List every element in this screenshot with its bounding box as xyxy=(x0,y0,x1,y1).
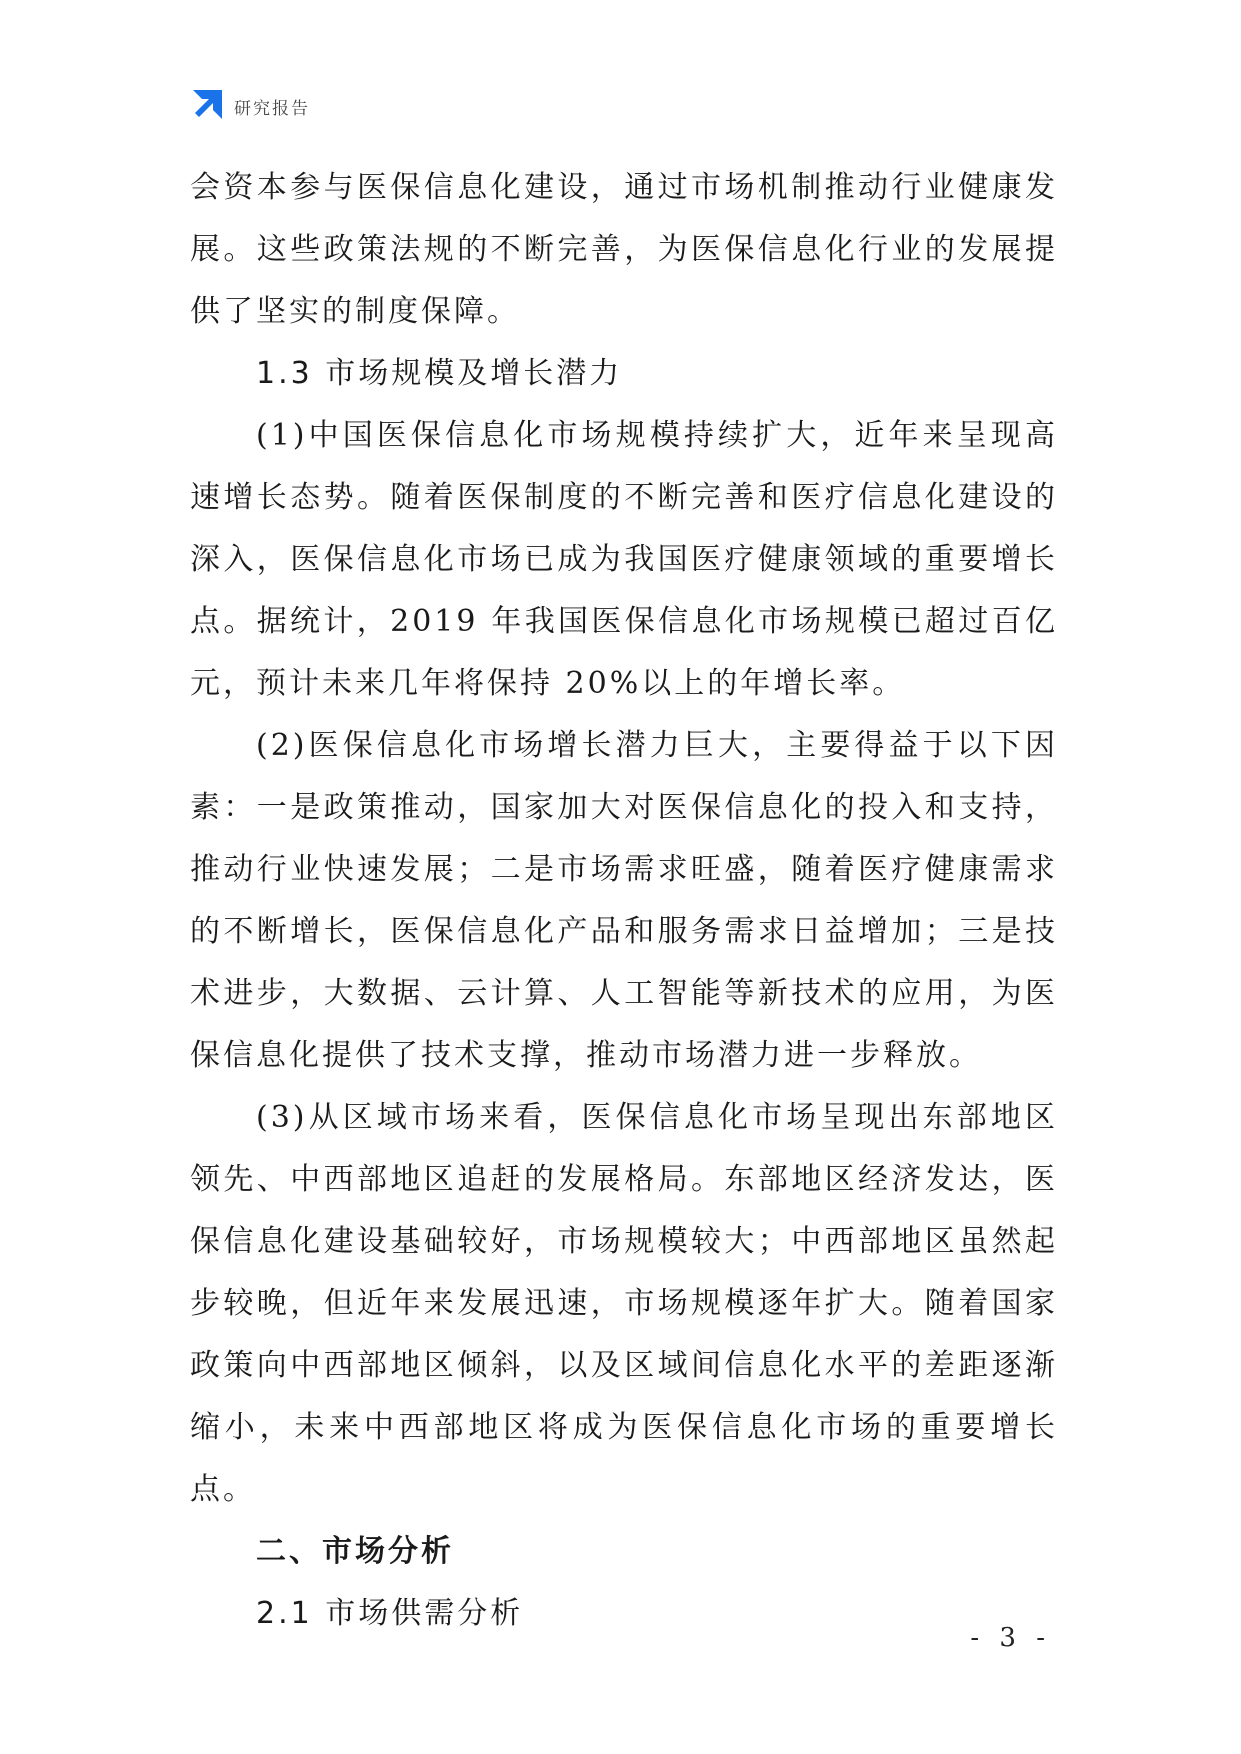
paragraph-growth-potential: (2)医保信息化市场增长潜力巨大，主要得益于以下因素：一是政策推动，国家加大对医保信息化的投入和支持，推动行业快速发展；二是市场需求旺盛，随着医疗健康需求的不断增长，医保信息化产品和服务需求日益增加；三是技术进步，大数据、云计算、人工智能等新技术的应用，为医保信息化提供了技术支撑，推动市场潜力进一步释放。 xyxy=(190,728,1058,1073)
page-number: - 3 - xyxy=(970,1623,1051,1653)
report-label: 研究报告 xyxy=(234,98,310,119)
section-heading-1-3: 1.3 市场规模及增长潜力 xyxy=(256,356,623,391)
document-body xyxy=(190,157,1058,1645)
section-heading-2-1: 2.1 市场供需分析 xyxy=(256,1596,524,1631)
chapter-heading-market-analysis: 二、市场分析 xyxy=(256,1534,454,1569)
paragraph-market-size: (1)中国医保信息化市场规模持续扩大，近年来呈现高速增长态势。随着医保制度的不断完善和医疗信息化建设的深入，医保信息化市场已成为我国医疗健康领域的重要增长点。据统计，2019 年我国医保信息化市场规模已超过百亿元，预计未来几年将保持 20%以上的年增长率。 xyxy=(190,418,1058,701)
paragraph-continuation: 会资本参与医保信息化建设，通过市场机制推动行业健康发展。这些政策法规的不断完善，为医保信息化行业的发展提供了坚实的制度保障。 xyxy=(190,170,1058,329)
paragraph-regional-market: (3)从区域市场来看，医保信息化市场呈现出东部地区领先、中西部地区追赶的发展格局。东部地区经济发达，医保信息化建设基础较好，市场规模较大；中西部地区虽然起步较晚，但近年来发展迅速，市场规模逐年扩大。随着国家政策向中西部地区倾斜，以及区域间信息化水平的差距逐渐缩小，未来中西部地区将成为医保信息化市场的重要增长点。 xyxy=(190,1100,1058,1507)
arrow-up-right-icon xyxy=(190,90,222,122)
page-header xyxy=(190,90,310,122)
